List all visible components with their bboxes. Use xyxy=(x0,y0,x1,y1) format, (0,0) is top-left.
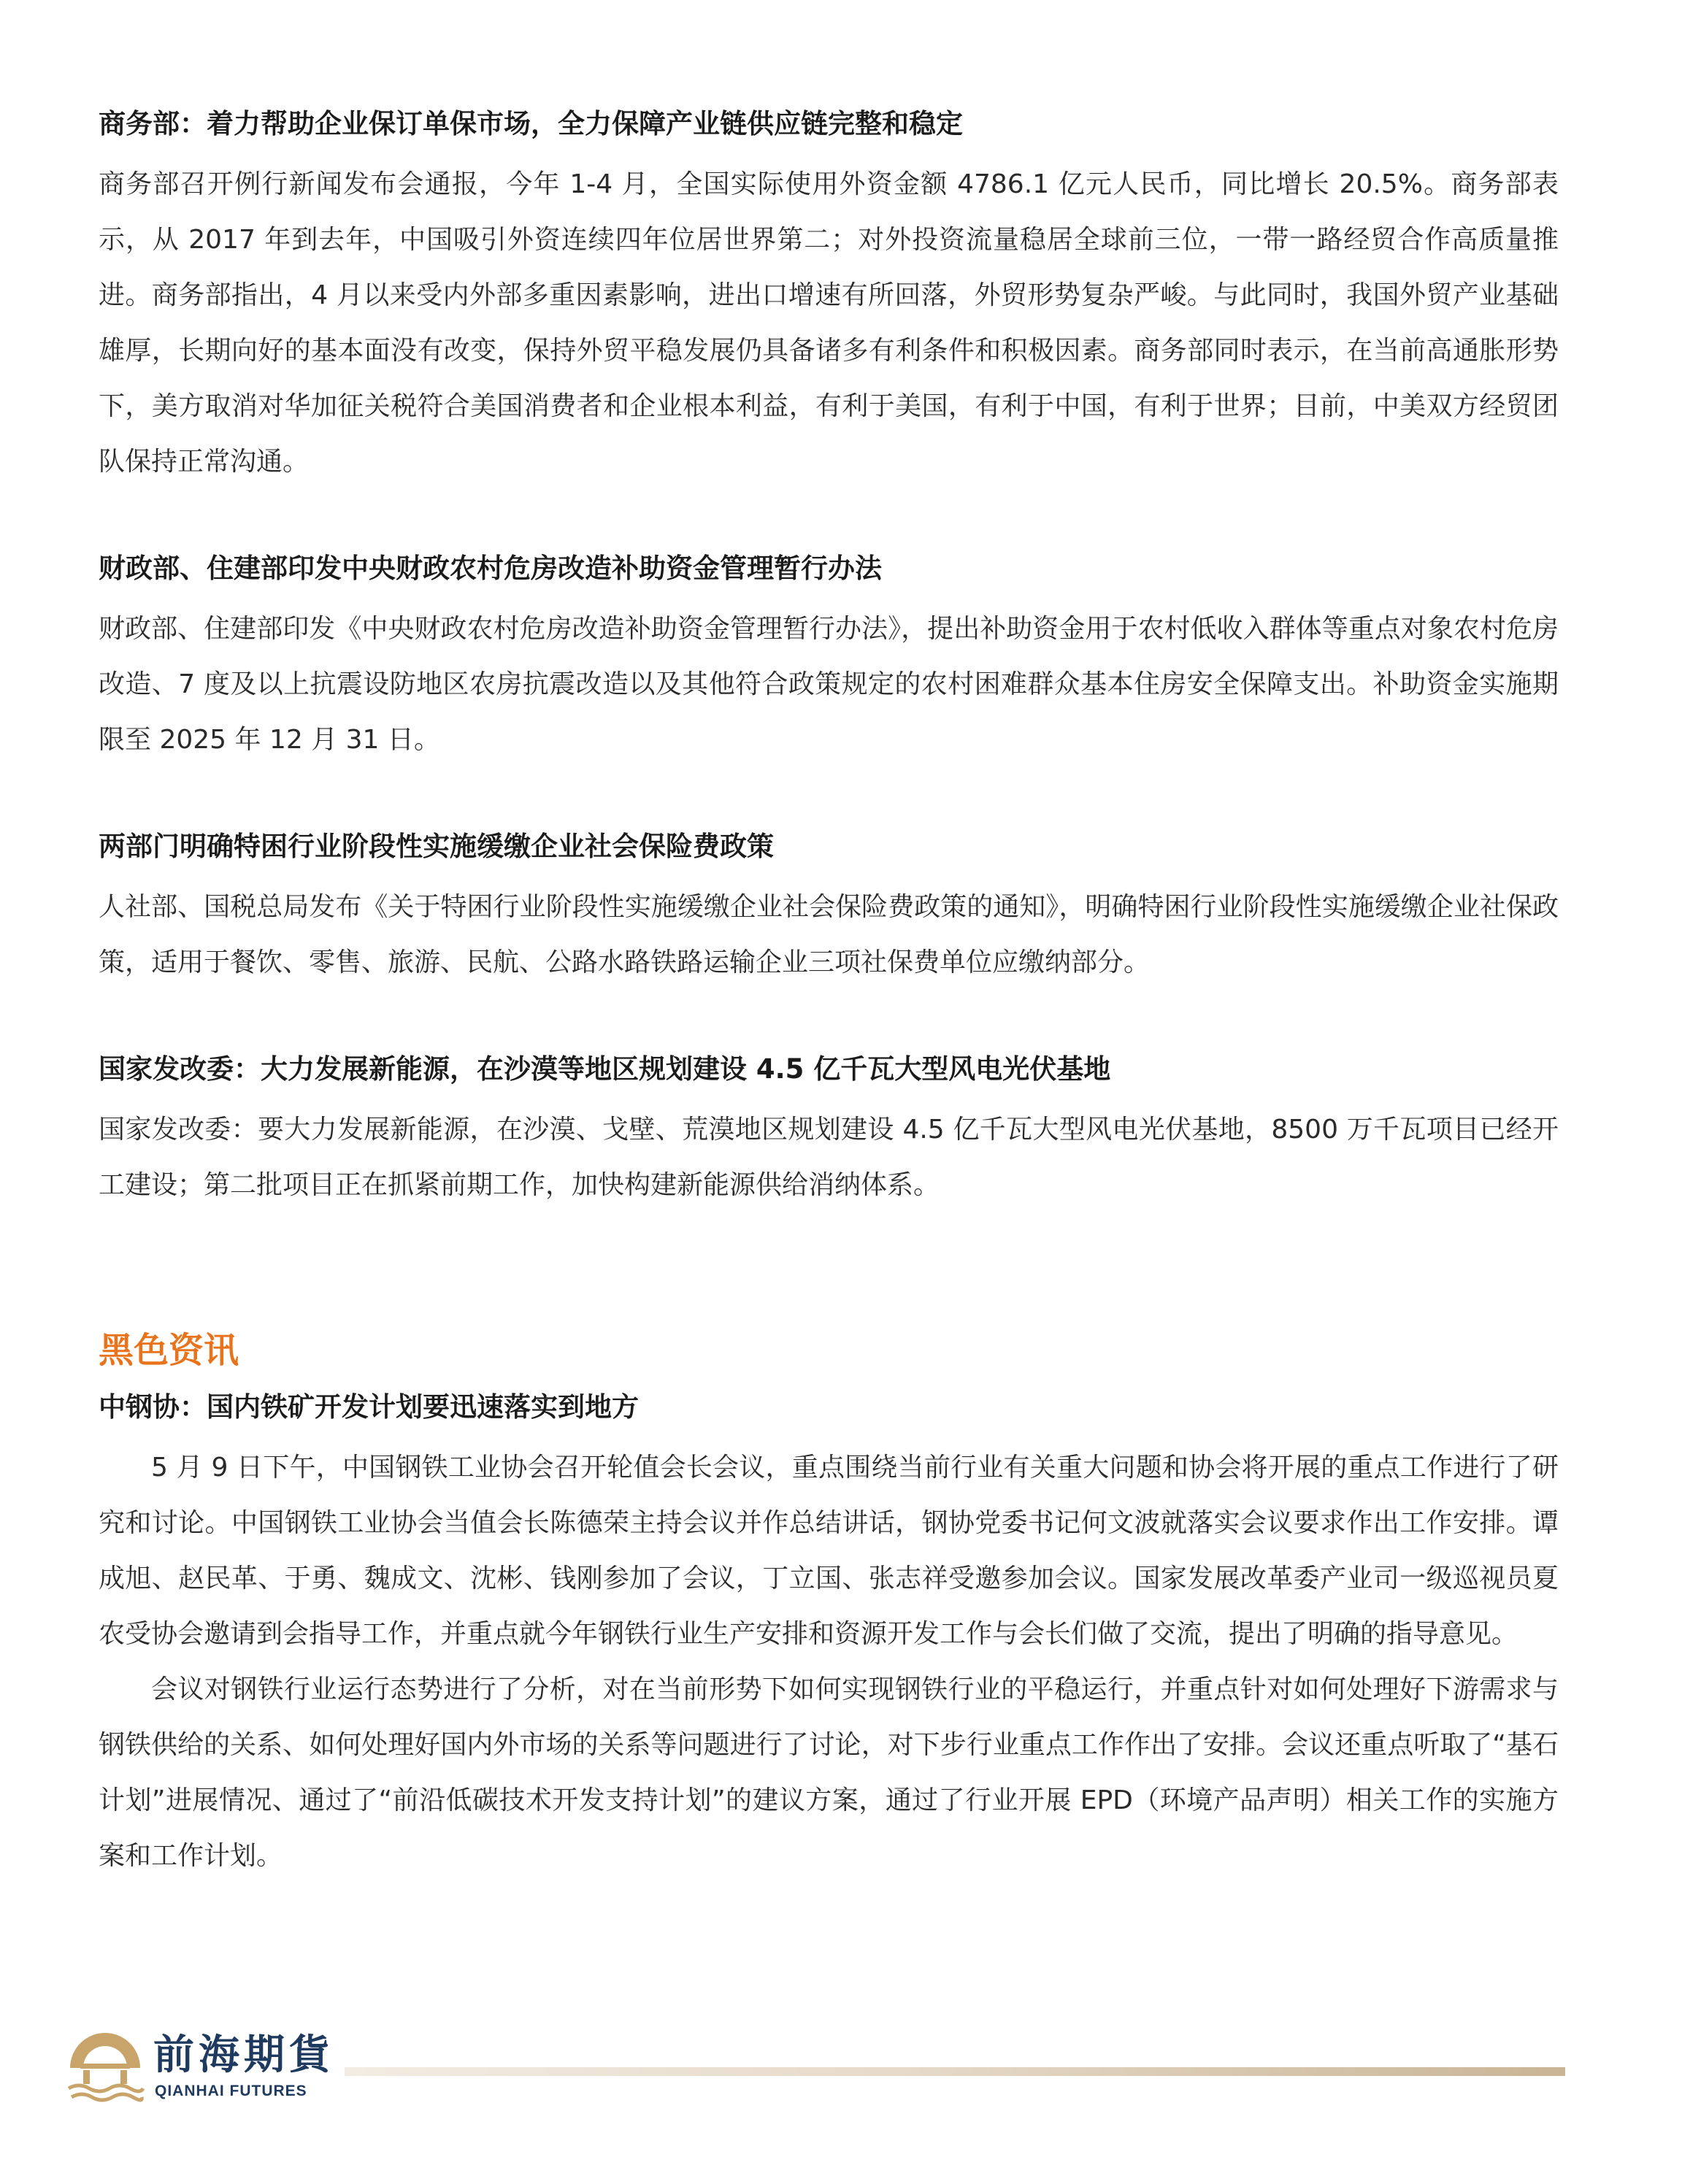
news-body: 商务部召开例行新闻发布会通报，今年 1-4 月，全国实际使用外资金额 4786.1 亿元人民币，同比增长 20.5%。商务部表示，从 2017 年到去年，中国吸引外资连续四年位居世界第二；对外投资流量稳居全球前三位，一带一路经贸合作高质量推进。商务部指出，4 月以来受内外部多重因素影响，进出口增速有所回落，外贸形势复杂严峻。与此同时，我国外贸产业基础雄厚，长期向好的基本面没有改变，保持外贸平稳发展仍具备诸多有利条件和积极因素。商务部同时表示，在当前高通胀形势下，美方取消对华加征关税符合美国消费者和企业根本利益，有利于美国，有利于中国，有利于世界；目前，中美双方经贸团队保持正常沟通。 xyxy=(99,169,1559,477)
news-item-steel-association xyxy=(99,1385,1559,1884)
news-title: 商务部：着力帮助企业保订单保市场，全力保障产业链供应链完整和稳定 xyxy=(99,108,963,139)
section-heading-black-news: 黑色资讯 xyxy=(99,1330,239,1371)
logo-english-name: QIANHAI FUTURES xyxy=(155,2083,307,2099)
news-item-social-insurance xyxy=(99,825,1559,991)
logo-chinese-name: 前海期貨 xyxy=(153,2031,334,2079)
page-footer xyxy=(64,2026,1583,2113)
news-title: 两部门明确特困行业阶段性实施缓缴企业社会保险费政策 xyxy=(99,831,774,862)
news-title: 国家发改委：大力发展新能源，在沙漠等地区规划建设 4.5 亿千瓦大型风电光伏基地 xyxy=(99,1053,1111,1085)
news-item-commerce xyxy=(99,102,1559,490)
document-content xyxy=(99,102,1559,1884)
footer-divider xyxy=(345,2067,1565,2076)
news-body: 国家发改委：要大力发展新能源，在沙漠、戈壁、荒漠地区规划建设 4.5 亿千瓦大型风电光伏基地，8500 万千瓦项目已经开工建设；第二批项目正在抓紧前期工作，加快构建新能源供给消纳体系。 xyxy=(99,1115,1559,1200)
news-body: 人社部、国税总局发布《关于特困行业阶段性实施缓缴企业社会保险费政策的通知》，明确特困行业阶段性实施缓缴企业社保政策，适用于餐饮、零售、旅游、民航、公路水路铁路运输企业三项社保费单位应缴纳部分。 xyxy=(99,892,1559,977)
news-title: 中钢协：国内铁矿开发计划要迅速落实到地方 xyxy=(99,1391,639,1423)
news-item-new-energy xyxy=(99,1047,1559,1213)
qianhai-logo-icon xyxy=(64,2030,146,2103)
news-body: 财政部、住建部印发《中央财政农村危房改造补助资金管理暂行办法》，提出补助资金用于农村低收入群体等重点对象农村危房改造、7 度及以上抗震设防地区农房抗震改造以及其他符合政策规定的农村困难群众基本住房安全保障支出。补助资金实施期限至 2025 年 12 月 31 日。 xyxy=(99,614,1559,755)
news-title: 财政部、住建部印发中央财政农村危房改造补助资金管理暂行办法 xyxy=(99,553,882,584)
news-item-housing xyxy=(99,547,1559,768)
news-paragraph: 会议对钢铁行业运行态势进行了分析，对在当前形势下如何实现钢铁行业的平稳运行，并重点针对如何处理好下游需求与钢铁供给的关系、如何处理好国内外市场的关系等问题进行了讨论，对下步行业重点工作作出了安排。会议还重点听取了“基石计划”进展情况、通过了“前沿低碳技术开发支持计划”的建议方案，通过了行业开展 EPD（环境产品声明）相关工作的实施方案和工作计划。 xyxy=(99,1674,1559,1871)
news-paragraph: 5 月 9 日下午，中国钢铁工业协会召开轮值会长会议，重点围绕当前行业有关重大问题和协会将开展的重点工作进行了研究和讨论。中国钢铁工业协会当值会长陈德荣主持会议并作总结讲话，钢协党委书记何文波就落实会议要求作出工作安排。谭成旭、赵民革、于勇、魏成文、沈彬、钱刚参加了会议，丁立国、张志祥受邀参加会议。国家发展改革委产业司一级巡视员夏农受协会邀请到会指导工作，并重点就今年钢铁行业生产安排和资源开发工作与会长们做了交流，提出了明确的指导意见。 xyxy=(99,1453,1559,1649)
